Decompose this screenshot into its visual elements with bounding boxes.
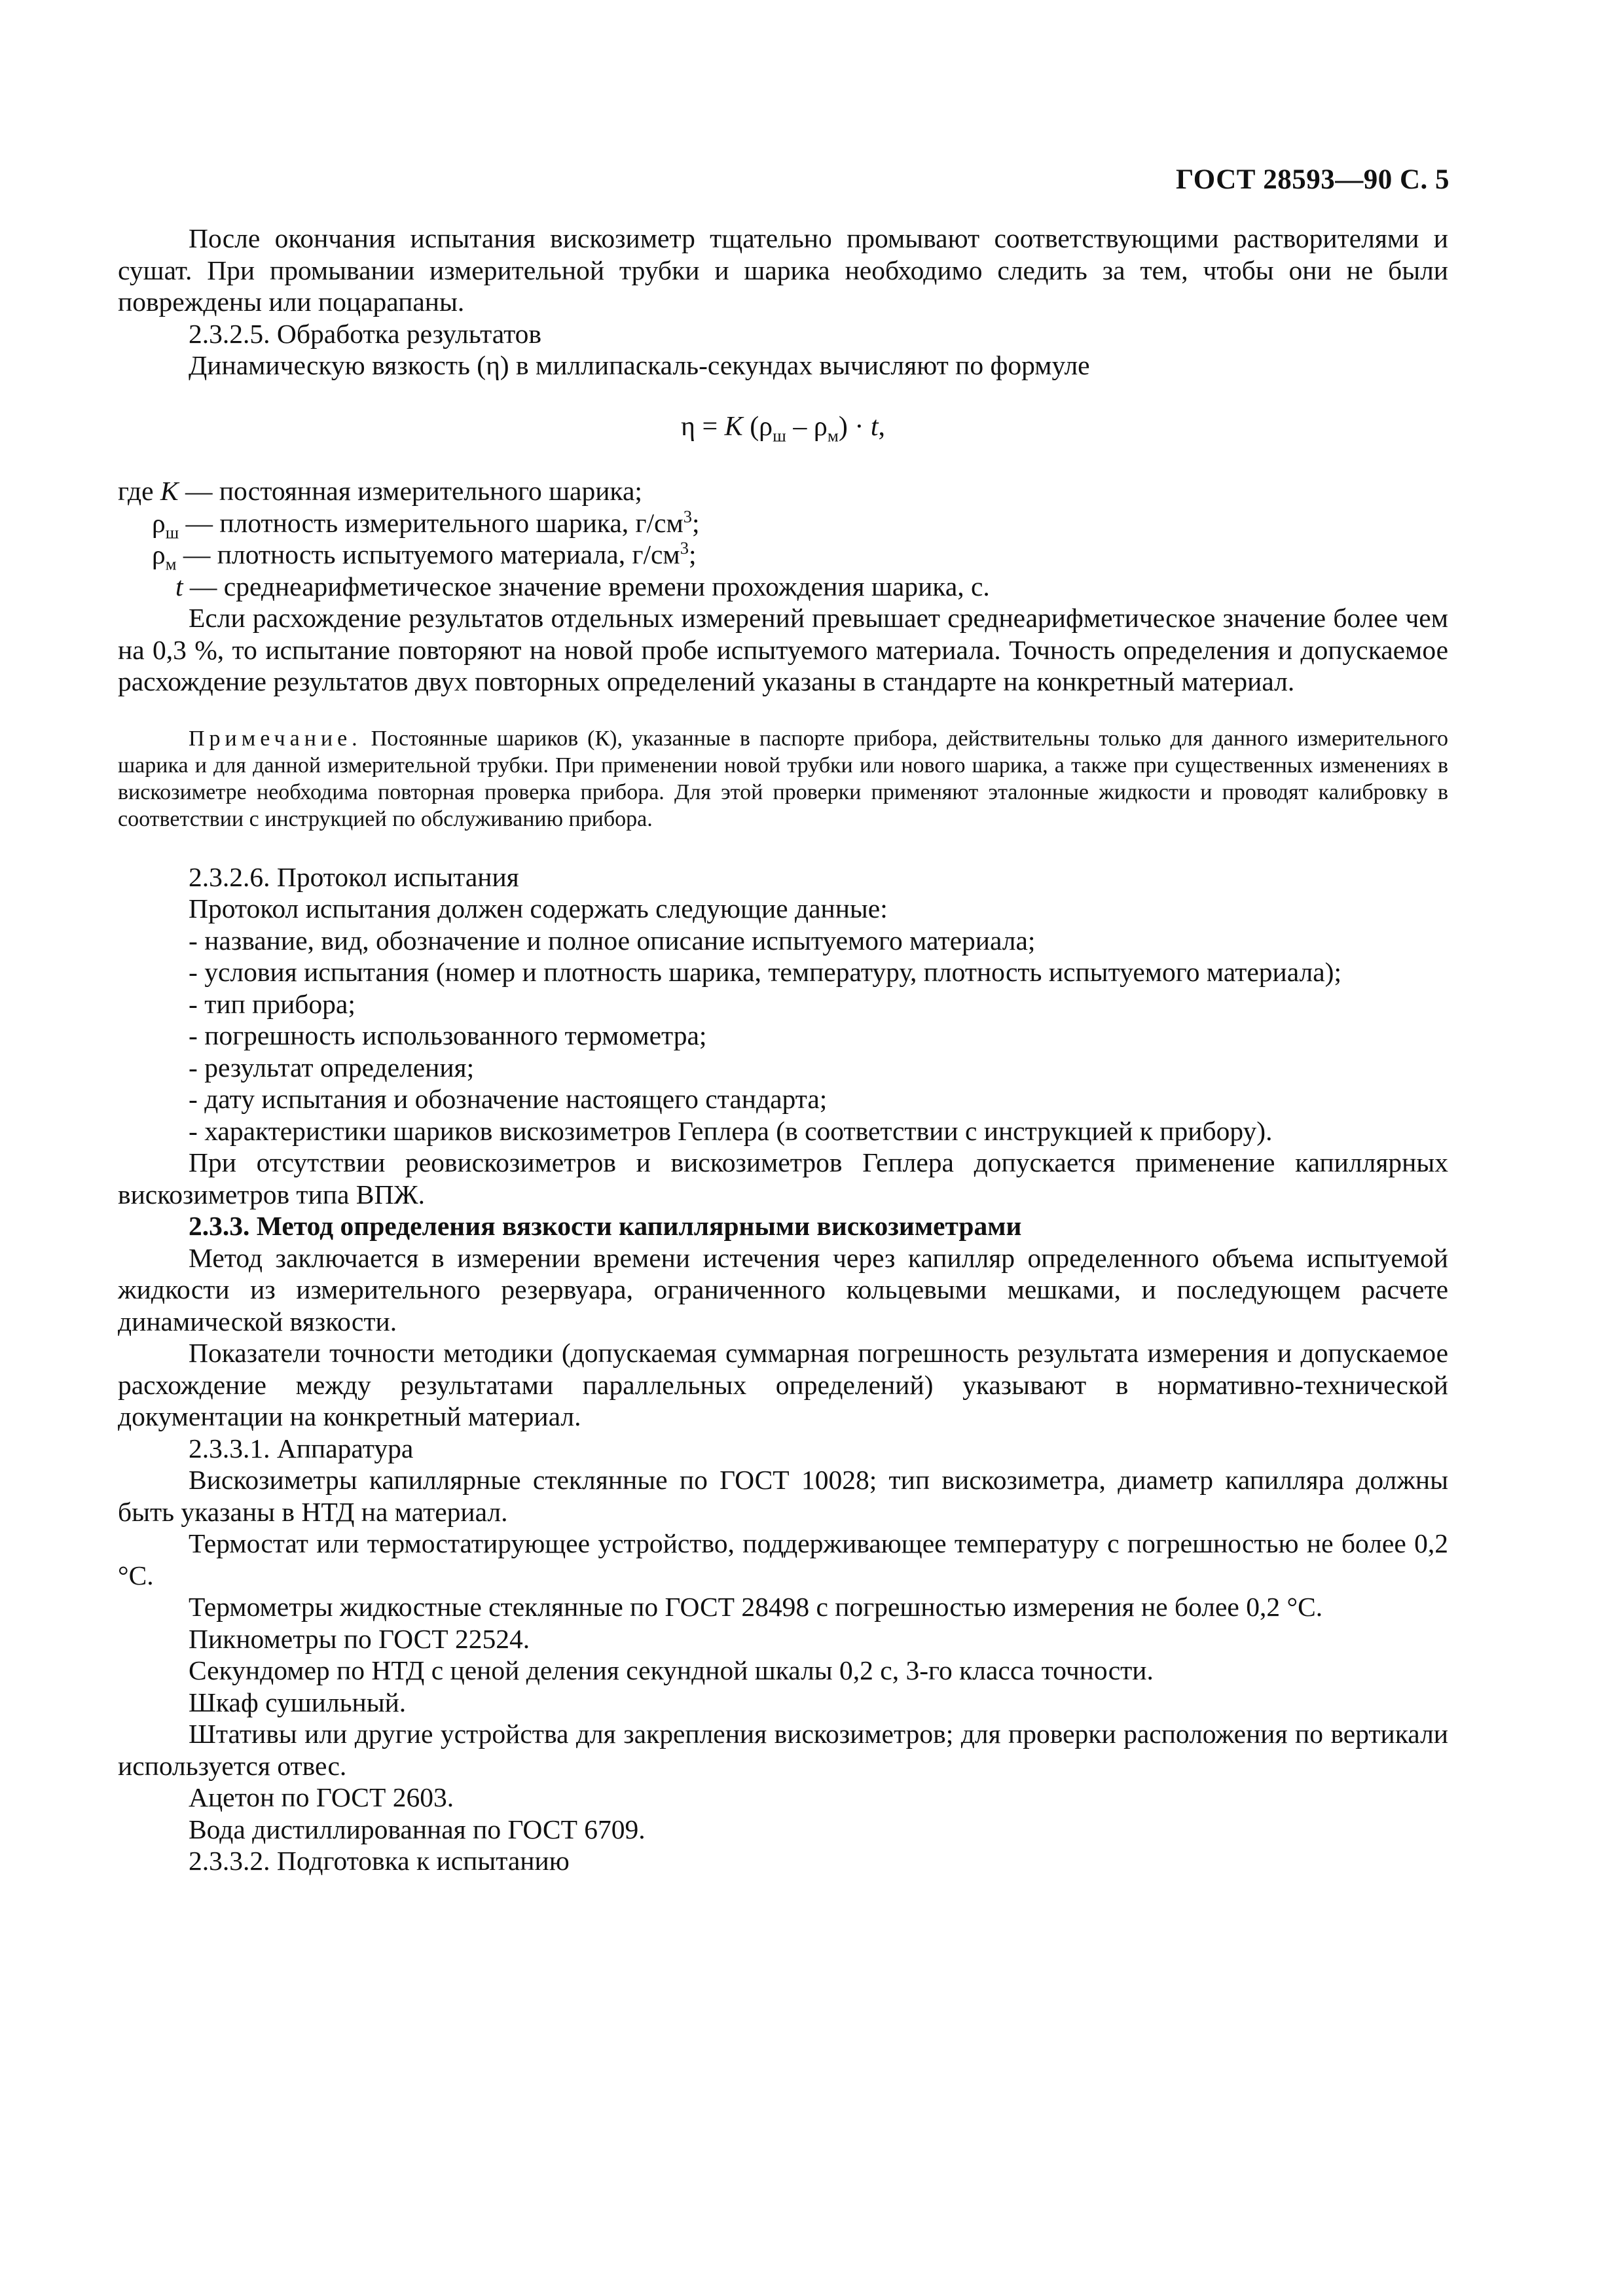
list-item: - дату испытания и обозначение настоящего стандарта; bbox=[189, 1084, 828, 1114]
section-heading: 2.3.3. Метод определения вязкости капиллярными вискозиметрами bbox=[189, 1211, 1022, 1241]
paragraph: Секундомер по НТД с ценой деления секундной шкалы 0,2 с, 3-го класса точности. bbox=[189, 1655, 1154, 1685]
paragraph: Протокол испытания должен содержать следующие данные: bbox=[189, 893, 888, 924]
page-header: ГОСТ 28593—90 С. 5 bbox=[1175, 164, 1450, 195]
paragraph: Шкаф сушильный. bbox=[189, 1687, 407, 1717]
note-lead: Примечание. bbox=[189, 726, 362, 751]
legend-item: $\rho_м$ — плотность испытуемого материала, $г/см^3$; bbox=[152, 538, 697, 574]
list-item: - погрешность использованного термометра; bbox=[189, 1020, 707, 1050]
paragraph: Ацетон по ГОСТ 2603. bbox=[189, 1782, 454, 1812]
paragraph: Показатели точности методики (допускаемая суммарная погрешность результата измерения и допускаемое расхождение между результатами параллельных определений) указывают в нормативно-технической документации на конкретный материал. bbox=[118, 1338, 1448, 1431]
paragraph: Термостат или термостатирующее устройство, поддерживающее температуру с погрешностью не более 0,2 °С. bbox=[118, 1528, 1448, 1590]
note bbox=[118, 725, 1448, 833]
paragraph: Вода дистиллированная по ГОСТ 6709. bbox=[189, 1814, 646, 1844]
section-heading: 2.3.3.2. Подготовка к испытанию bbox=[189, 1846, 570, 1876]
page-content bbox=[118, 223, 1448, 1877]
paragraph: Если расхождение результатов отдельных измерений превышает среднеарифметическое значение более чем на 0,3 %, то испытание повторяют на новой пробе испытуемого материала. Точность определения и допускаемое расхождение результатов двух повторных определений указаны в стандарте на конкретный материал. bbox=[118, 603, 1448, 696]
list-item: - тип прибора; bbox=[189, 988, 356, 1019]
paragraph: Вискозиметры капиллярные стеклянные по ГОСТ 10028; тип вискозиметра, диаметр капилляра должны быть указаны в НТД на материал. bbox=[118, 1465, 1448, 1527]
paragraph: Динамическую вязкость (η) в миллипаскаль-секундах вычисляют по формуле bbox=[189, 350, 1090, 380]
list-item: - название, вид, обозначение и полное описание испытуемого материала; bbox=[189, 925, 1036, 956]
list-item: - результат определения; bbox=[189, 1052, 475, 1083]
paragraph: Метод заключается в измерении времени истечения через капилляр определенного объема испытуемой жидкости из измерительного резервуара, ограниченного кольцевыми мешками, и последующем расчете динамической вязкости. bbox=[118, 1242, 1448, 1336]
list-item: - характеристики шариков вискозиметров Геплера (в соответствии с инструкцией к прибору). bbox=[189, 1115, 1273, 1146]
paragraph: При отсутствии реовискозиметров и вискозиметров Геплера допускается применение капиллярных вискозиметров типа ВПЖ. bbox=[118, 1147, 1448, 1210]
viscosity-formula: η = K $(\rho_ш - \rho_м) \cdot t$, bbox=[681, 411, 885, 445]
paragraph: Пикнометры по ГОСТ 22524. bbox=[189, 1623, 530, 1654]
section-heading: 2.3.2.5. Обработка результатов bbox=[189, 318, 542, 349]
paragraph: Термометры жидкостные стеклянные по ГОСТ 28498 с погрешностью измерения не более 0,2 °С. bbox=[189, 1592, 1323, 1622]
legend-item: $\rho_ш$ — плотность измерительного шарика, $г/см^3$; bbox=[152, 506, 700, 542]
note-text: Постоянные шариков (К), указанные в паспорте прибора, действительны только для данного измерительного шарика и для данной измерительной трубки. При применении новой трубки или нового шарика, а также при существенных изменениях в вискозиметре необходима повторная проверка прибора. Для этой проверки применяют эталонные жидкости и проводят калибровку в соответствии с инструкцией по обслуживанию прибора. bbox=[118, 726, 1448, 831]
legend-item: где K — постоянная измерительного шарика; bbox=[118, 476, 642, 506]
legend-item: t — среднеарифметическое значение времени прохождения шарика, с. bbox=[175, 571, 990, 601]
section-heading: 2.3.3.1. Аппаратура bbox=[189, 1433, 414, 1463]
section-heading: 2.3.2.6. Протокол испытания bbox=[189, 861, 519, 892]
paragraph: После окончания испытания вискозиметр тщательно промывают соответствующими растворителями и сушат. При промывании измерительной трубки и шарика необходимо следить за тем, чтобы они не были повреждены или поцарапаны. bbox=[118, 223, 1448, 317]
formula-legend bbox=[118, 475, 1448, 602]
list-item: - условия испытания (номер и плотность шарика, температуру, плотность испытуемого материала); bbox=[189, 957, 1341, 987]
paragraph: Штативы или другие устройства для закрепления вискозиметров; для проверки расположения по вертикали используется отвес. bbox=[118, 1719, 1448, 1781]
